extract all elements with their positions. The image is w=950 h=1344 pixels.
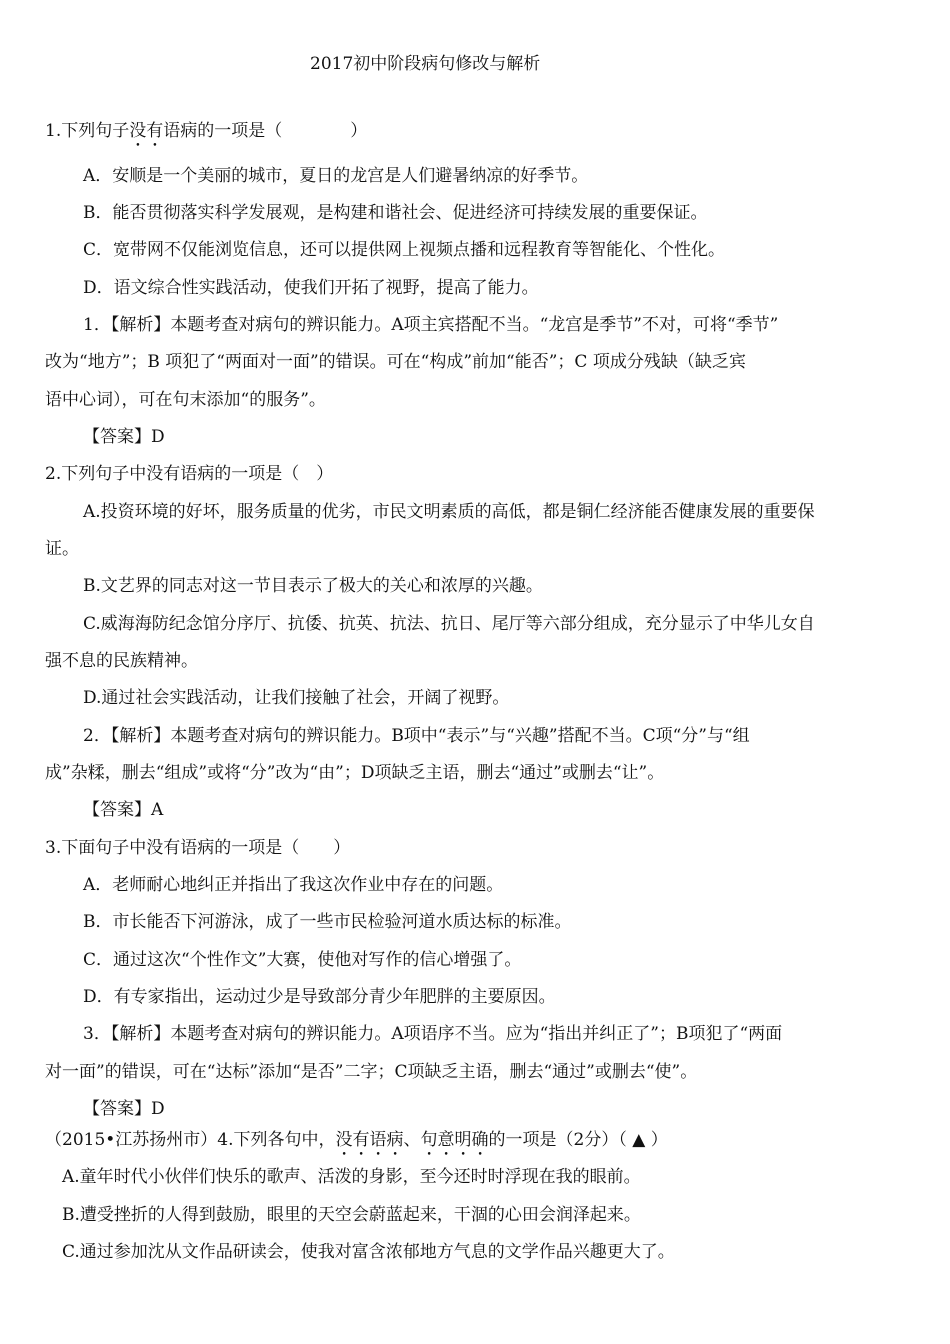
question-2-option-b: B.文艺界的同志对这一节目表示了极大的关心和浓厚的兴趣。 <box>83 576 543 596</box>
question-3-stem: 3.下面句子中没有语病的一项是（ ） <box>45 838 351 858</box>
question-4-option-c: C.通过参加沈从文作品研读会，使我对富含浓郁地方气息的文学作品兴趣更大了。 <box>62 1242 675 1262</box>
question-3-option-b: B．市长能否下河游泳，成了一些市民检验河道水质达标的标准。 <box>83 912 572 932</box>
question-3-answer: 【答案】D <box>83 1099 165 1119</box>
question-1-option-a: A．安顺是一个美丽的城市，夏日的龙宫是人们避暑纳凉的好季节。 <box>83 166 589 186</box>
question-2-option-c: C.威海海防纪念馆分序厅、抗倭、抗英、抗法、抗日、尾厅等六部分组成，充分显示了中华儿女自 <box>83 614 815 634</box>
question-1-answer: 【答案】D <box>83 427 165 447</box>
question-4-option-a: A.童年时代小伙伴们快乐的歌声、活泼的身影，至今还时时浮现在我的眼前。 <box>62 1167 641 1187</box>
question-2-option-a: A.投资环境的好坏，服务质量的优劣，市民文明素质的高低，都是铜仁经济能否健康发展的重要保 <box>83 502 815 522</box>
question-2-answer: 【答案】A <box>83 800 164 820</box>
question-2-analysis: 成”杂糅，删去“组成”或将“分”改为“由”；D项缺乏主语，删去“通过”或删去“让”。 <box>45 763 665 783</box>
question-4-option-b: B.遭受挫折的人得到鼓励，眼里的天空会蔚蓝起来，干涸的心田会润泽起来。 <box>62 1205 641 1225</box>
question-3-option-d: D．有专家指出，运动过少是导致部分青少年肥胖的主要原因。 <box>83 987 556 1007</box>
question-1-option-c: C．宽带网不仅能浏览信息，还可以提供网上视频点播和远程教育等智能化、个性化。 <box>83 240 726 260</box>
question-4-stem: （2015•江苏扬州市）4.下列各句中，没有语病、句意明确的一项是（2分）（ ▲ ） <box>45 1130 668 1150</box>
question-1-analysis: 1．【解析】本题考查对病句的辨识能力。A项主宾搭配不当。“龙宫是季节”不对，可将“季节” <box>83 315 779 335</box>
emphasis-text: 没有 <box>129 121 164 141</box>
question-2-option-d: D.通过社会实践活动，让我们接触了社会，开阔了视野。 <box>83 688 510 708</box>
question-1-option-d: D．语文综合性实践活动，使我们开拓了视野，提高了能力。 <box>83 278 539 298</box>
question-3-option-a: A．老师耐心地纠正并指出了我这次作业中存在的问题。 <box>83 875 504 895</box>
question-2-option-a: 证。 <box>45 539 79 559</box>
question-1-analysis: 改为“地方”；B 项犯了“两面对一面”的错误。可在“构成”前加“能否”；C 项成分残缺（缺乏宾 <box>45 352 746 372</box>
question-2-analysis: 2．【解析】本题考查对病句的辨识能力。B项中“表示”与“兴趣”搭配不当。C项“分”与“组 <box>83 726 750 746</box>
question-1-stem: 1.下列句子没有语病的一项是（ ） <box>45 121 368 141</box>
question-1-option-b: B．能否贯彻落实科学发展观，是构建和谐社会、促进经济可持续发展的重要保证。 <box>83 203 708 223</box>
question-2-stem: 2.下列句子中没有语病的一项是（ ） <box>45 464 334 484</box>
question-1-analysis: 语中心词），可在句末添加“的服务”。 <box>45 390 326 410</box>
emphasis-text: 没有语病、句意明确 <box>335 1130 489 1150</box>
question-3-option-c: C．通过这次“个性作文”大赛，使他对写作的信心增强了。 <box>83 950 522 970</box>
question-3-analysis: 对一面”的错误，可在“达标”添加“是否”二字；C项缺乏主语，删去“通过”或删去“使”。 <box>45 1062 698 1082</box>
question-2-option-c: 强不息的民族精神。 <box>45 651 198 671</box>
question-3-analysis: 3．【解析】本题考查对病句的辨识能力。A项语序不当。应为“指出并纠正了”；B项犯了“两面 <box>83 1024 783 1044</box>
page-title: 2017初中阶段病句修改与解析 <box>310 54 541 74</box>
